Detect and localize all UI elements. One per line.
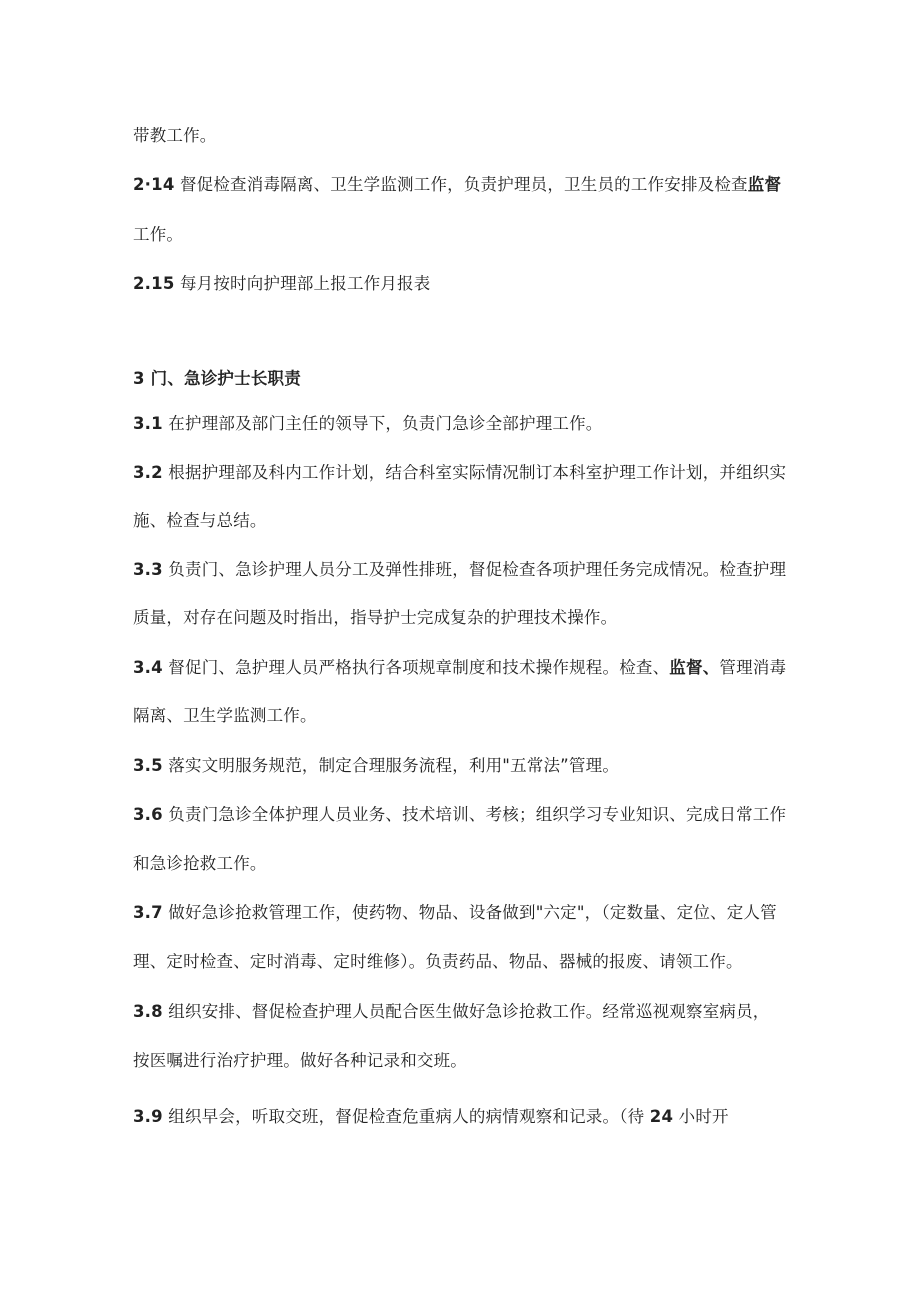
paragraph-text: 工作。 [133,225,184,244]
paragraph-text: 落实文明服务规范，制定合理服务流程，利用"五常法”管理。 [162,756,620,775]
text-line [133,656,786,680]
paragraph-text: 根据护理部及科内工作计划，结合科室实际情况制订本科室护理工作计划，并组织实 [162,463,787,482]
paragraph-text: 做好急诊抢救管理工作，使药物、物品、设备做到"六定"，（定数量、定位、定人管 [162,903,777,922]
item-number: 3.2 [133,463,163,482]
paragraph-text: 隔离、卫生学监测工作。 [133,706,317,725]
bold-text: 监督 [747,175,782,194]
paragraph-text: 督促检查消毒隔离、卫生学监测工作，负责护理员，卫生员的工作安排及检查 [174,175,748,194]
paragraph-text: 负责门急诊全体护理人员业务、技术培训、考核；组织学习专业知识、完成日常工作 [162,805,787,824]
text-line [133,1105,729,1129]
paragraph-text: 每月按时向护理部上报工作月报表 [174,274,431,293]
paragraph-text: 按医嘱进行治疗护理。做好各种记录和交班。 [133,1051,467,1070]
item-number: 2·14 [133,175,175,194]
paragraph-text: 质量，对存在问题及时指出，指导护士完成复杂的护理技术操作。 [133,608,618,627]
paragraph-text: 督促门、急护理人员严格执行各项规章制度和技术操作规程。检查、 [162,658,670,677]
item-number: 3.9 [133,1107,163,1126]
text-line [133,754,619,778]
paragraph-text: 组织早会，听取交班，督促检查危重病人的病情观察和记录。（待 [162,1107,650,1126]
item-number: 3.7 [133,903,163,922]
text-line [133,901,777,925]
text-line [133,412,603,436]
paragraph-text: 带教工作。 [133,126,217,145]
paragraph-text: 小时开 [673,1107,729,1126]
text-line [133,950,743,974]
text-line [133,606,617,630]
item-number: 3.5 [133,756,163,775]
paragraph-text: 和急诊抢救工作。 [133,854,267,873]
paragraph-text: 组织安排、督促检查护理人员配合医生做好急诊抢救工作。经常巡视观察室病员， [162,1002,770,1021]
text-line [133,124,217,148]
text-line [133,272,430,296]
paragraph-text: 在护理部及部门主任的领导下，负责门急诊全部护理工作。 [162,414,603,433]
text-line [133,173,781,197]
bold-text: 监督、 [669,658,720,677]
text-line [133,1049,467,1073]
text-line [133,852,267,876]
paragraph-text: 管理消毒 [719,658,787,677]
item-number: 3.3 [133,560,163,579]
text-line [133,223,183,247]
bold-text: 24 [649,1107,674,1126]
paragraph-text: 理、定时检查、定时消毒、定时维修）。负责药品、物品、器械的报废、请领工作。 [133,952,743,971]
text-line [133,461,786,485]
text-line [133,704,317,728]
item-number: 3.1 [133,414,163,433]
item-number: 2.15 [133,274,175,293]
paragraph-text: 施、检查与总结。 [133,511,267,530]
section-heading: 3 门、急诊护士长职责 [133,369,301,388]
text-line [133,509,267,533]
item-number: 3.6 [133,805,163,824]
text-line [133,1000,770,1024]
text-line [133,558,786,582]
item-number: 3.8 [133,1002,163,1021]
item-number: 3.4 [133,658,163,677]
paragraph-text: 负责门、急诊护理人员分工及弹性排班，督促检查各项护理任务完成情况。检查护理 [162,560,787,579]
text-line [133,803,786,827]
